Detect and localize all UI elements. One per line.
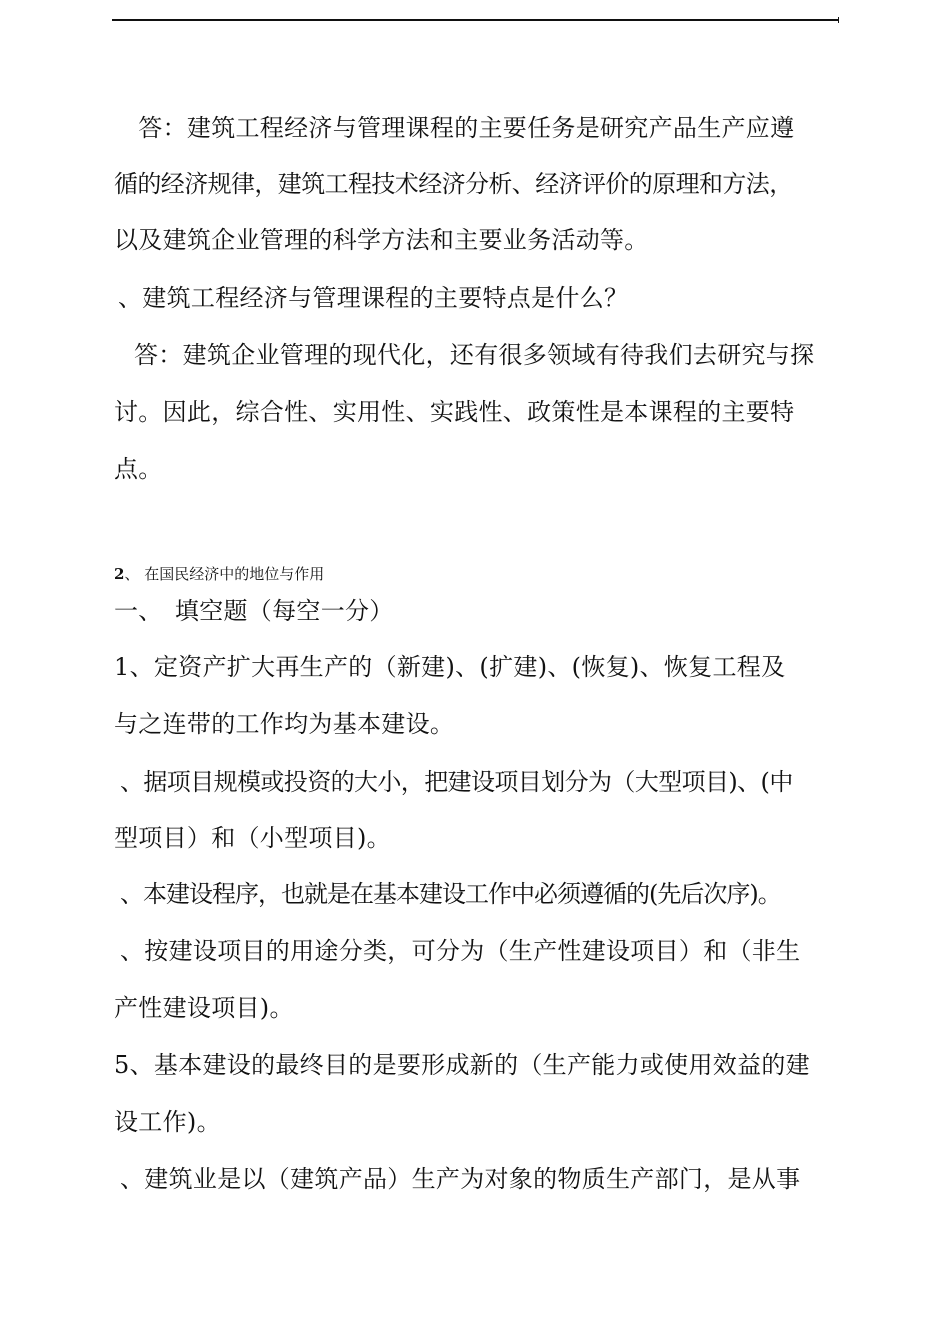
answer-1-line-2: 循的经济规律，建筑工程技术经济分析、经济评价的原理和方法， [114,170,793,198]
answer-2-line-2: 讨。因此，综合性、实用性、实践性、政策性是本课程的主要特 [114,398,795,426]
fill-blank-6-line-1: 、建筑业是以（建筑产品）生产为对象的物质生产部门，是从事 [120,1165,801,1193]
fill-blank-1-line-2: 与之连带的工作均为基本建设。 [114,710,455,738]
fill-blank-4-line-2: 产性建设项目)。 [114,994,294,1022]
answer-1-line-3: 以及建筑企业管理的科学方法和主要业务活动等。 [114,226,649,254]
section-heading [114,564,838,584]
fill-blank-2-line-1: 、据项目规模或投资的大小，把建设项目划分为（大型项目)、(中 [120,768,793,796]
section-heading-number: 2 [114,565,125,583]
question-2: 、建筑工程经济与管理课程的主要特点是什么？ [118,284,629,312]
header-rule [112,19,838,21]
fill-blank-title: 一、 填空题（每空一分） [114,597,394,625]
fill-blank-1-line-1: 1、定资产扩大再生产的（新建)、(扩建)、(恢复)、恢复工程及 [114,653,786,681]
section-heading-text: 、 在国民经济中的地位与作用 [124,565,325,583]
fill-blank-3: 、本建设程序，也就是在基本建设工作中必须遵循的(先后次序)。 [120,880,781,908]
fill-blank-5-line-2: 设工作)。 [114,1108,221,1136]
fill-blank-2-line-2: 型项目）和（小型项目)。 [114,824,391,852]
fill-blank-5-line-1: 5、基本建设的最终目的是要形成新的（生产能力或使用效益的建 [114,1051,810,1079]
answer-2-line-1: 答：建筑企业管理的现代化，还有很多领域有待我们去研究与探 [134,341,815,369]
answer-1-line-1: 答：建筑工程经济与管理课程的主要任务是研究产品生产应遵 [114,114,795,142]
header-tick-mark [838,17,839,23]
fill-blank-4-line-1: 、按建设项目的用途分类，可分为（生产性建设项目）和（非生 [120,937,801,965]
answer-2-line-3: 点。 [114,455,163,483]
